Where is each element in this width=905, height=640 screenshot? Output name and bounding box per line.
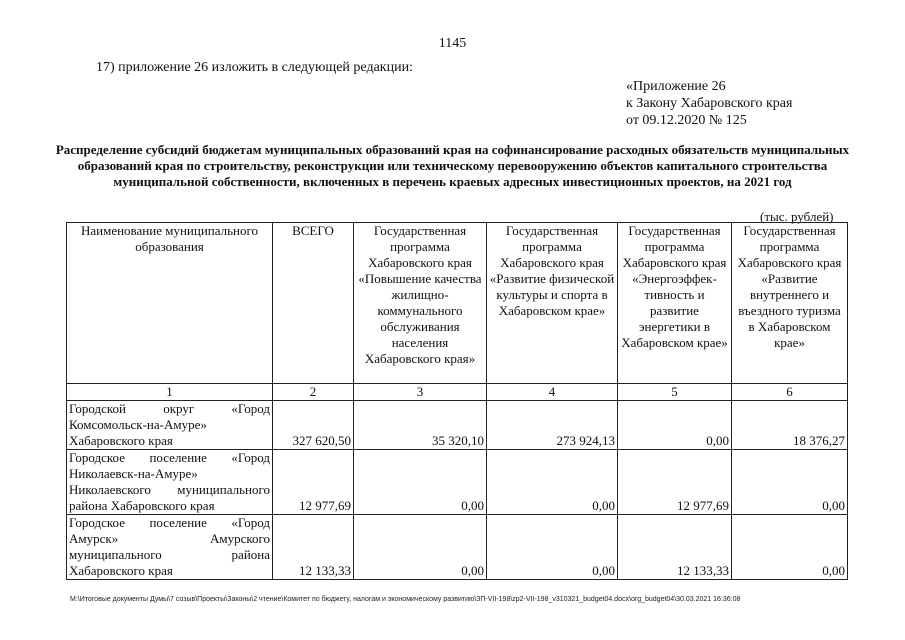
housing-value: 0,00 [354, 450, 487, 515]
column-number: 6 [732, 384, 848, 401]
document-title: Распределение субсидий бюджетам муниципальных образований края на софинансирование расходных обязательств муниципальных образований края по строительству, реконструкции или техническому перевооружению объектов капитального строительства муниципальной собственности, включенных в перечень краевых адресных инвестиционных проектов, на 2021 год [55, 142, 850, 189]
municipality-name: Городское поселение «Город Николаевск-на-Амуре» Николаевского муниципального района Хабаровского края [67, 450, 273, 515]
tourism-value: 18 376,27 [732, 401, 848, 450]
sport-value: 0,00 [487, 515, 618, 580]
tourism-value: 0,00 [732, 515, 848, 580]
sport-value: 273 924,13 [487, 401, 618, 450]
municipality-name: Городское поселение «Город Амурск» Амурского муниципального района Хабаровского края [67, 515, 273, 580]
total-value: 12 977,69 [273, 450, 354, 515]
energy-value: 12 977,69 [618, 450, 732, 515]
header-housing-program: Государственная программа Хабаровского края «Повышение качества жилищно-коммунального обслуживания населения Хабаровского края» [354, 223, 487, 384]
table-header-row [67, 223, 848, 384]
appendix-line-2: к Закону Хабаровского края [626, 96, 793, 111]
units-label: (тыс. рублей) [760, 209, 834, 224]
header-energy-program: Государственная программа Хабаровского края «Энергоэффек-тивность и развитие энергетики в Хабаровском крае» [618, 223, 732, 384]
total-value: 327 620,50 [273, 401, 354, 450]
table-row [67, 515, 848, 580]
housing-value: 0,00 [354, 515, 487, 580]
energy-value: 12 133,33 [618, 515, 732, 580]
housing-value: 35 320,10 [354, 401, 487, 450]
sport-value: 0,00 [487, 450, 618, 515]
header-sport-program: Государственная программа Хабаровского края «Развитие физической культуры и спорта в Хабаровском крае» [487, 223, 618, 384]
column-number: 4 [487, 384, 618, 401]
municipality-name: Городской округ «Город Комсомольск-на-Амуре» Хабаровского края [67, 401, 273, 450]
appendix-line-3: от 09.12.2020 № 125 [626, 113, 747, 128]
appendix-line-1: «Приложение 26 [626, 79, 726, 94]
energy-value: 0,00 [618, 401, 732, 450]
table-row [67, 401, 848, 450]
subsidy-table [66, 222, 848, 580]
column-number: 5 [618, 384, 732, 401]
header-tourism-program: Государственная программа Хабаровского края «Развитие внутреннего и въездного туризма в Хабаровском крае» [732, 223, 848, 384]
appendix-header [626, 78, 792, 129]
file-path-footer: M:\Итоговые документы Думы\7 созыв\Проекты\Законы\2 чтение\Комитет по бюджету, налогам и экономическому развитию\ЗП-VII-198\zp2-VII-198_v310321_budget04.docx\org_budget04\30.03.2021 16:36:08 [70, 596, 741, 603]
table-row [67, 450, 848, 515]
total-value: 12 133,33 [273, 515, 354, 580]
column-number-row [67, 384, 848, 401]
page-number: 1145 [438, 36, 467, 51]
column-number: 1 [67, 384, 273, 401]
amendment-item-text: 17) приложение 26 изложить в следующей редакции: [96, 60, 413, 75]
tourism-value: 0,00 [732, 450, 848, 515]
header-total: ВСЕГО [273, 223, 354, 384]
column-number: 2 [273, 384, 354, 401]
header-municipality: Наименование муниципального образования [67, 223, 273, 384]
column-number: 3 [354, 384, 487, 401]
